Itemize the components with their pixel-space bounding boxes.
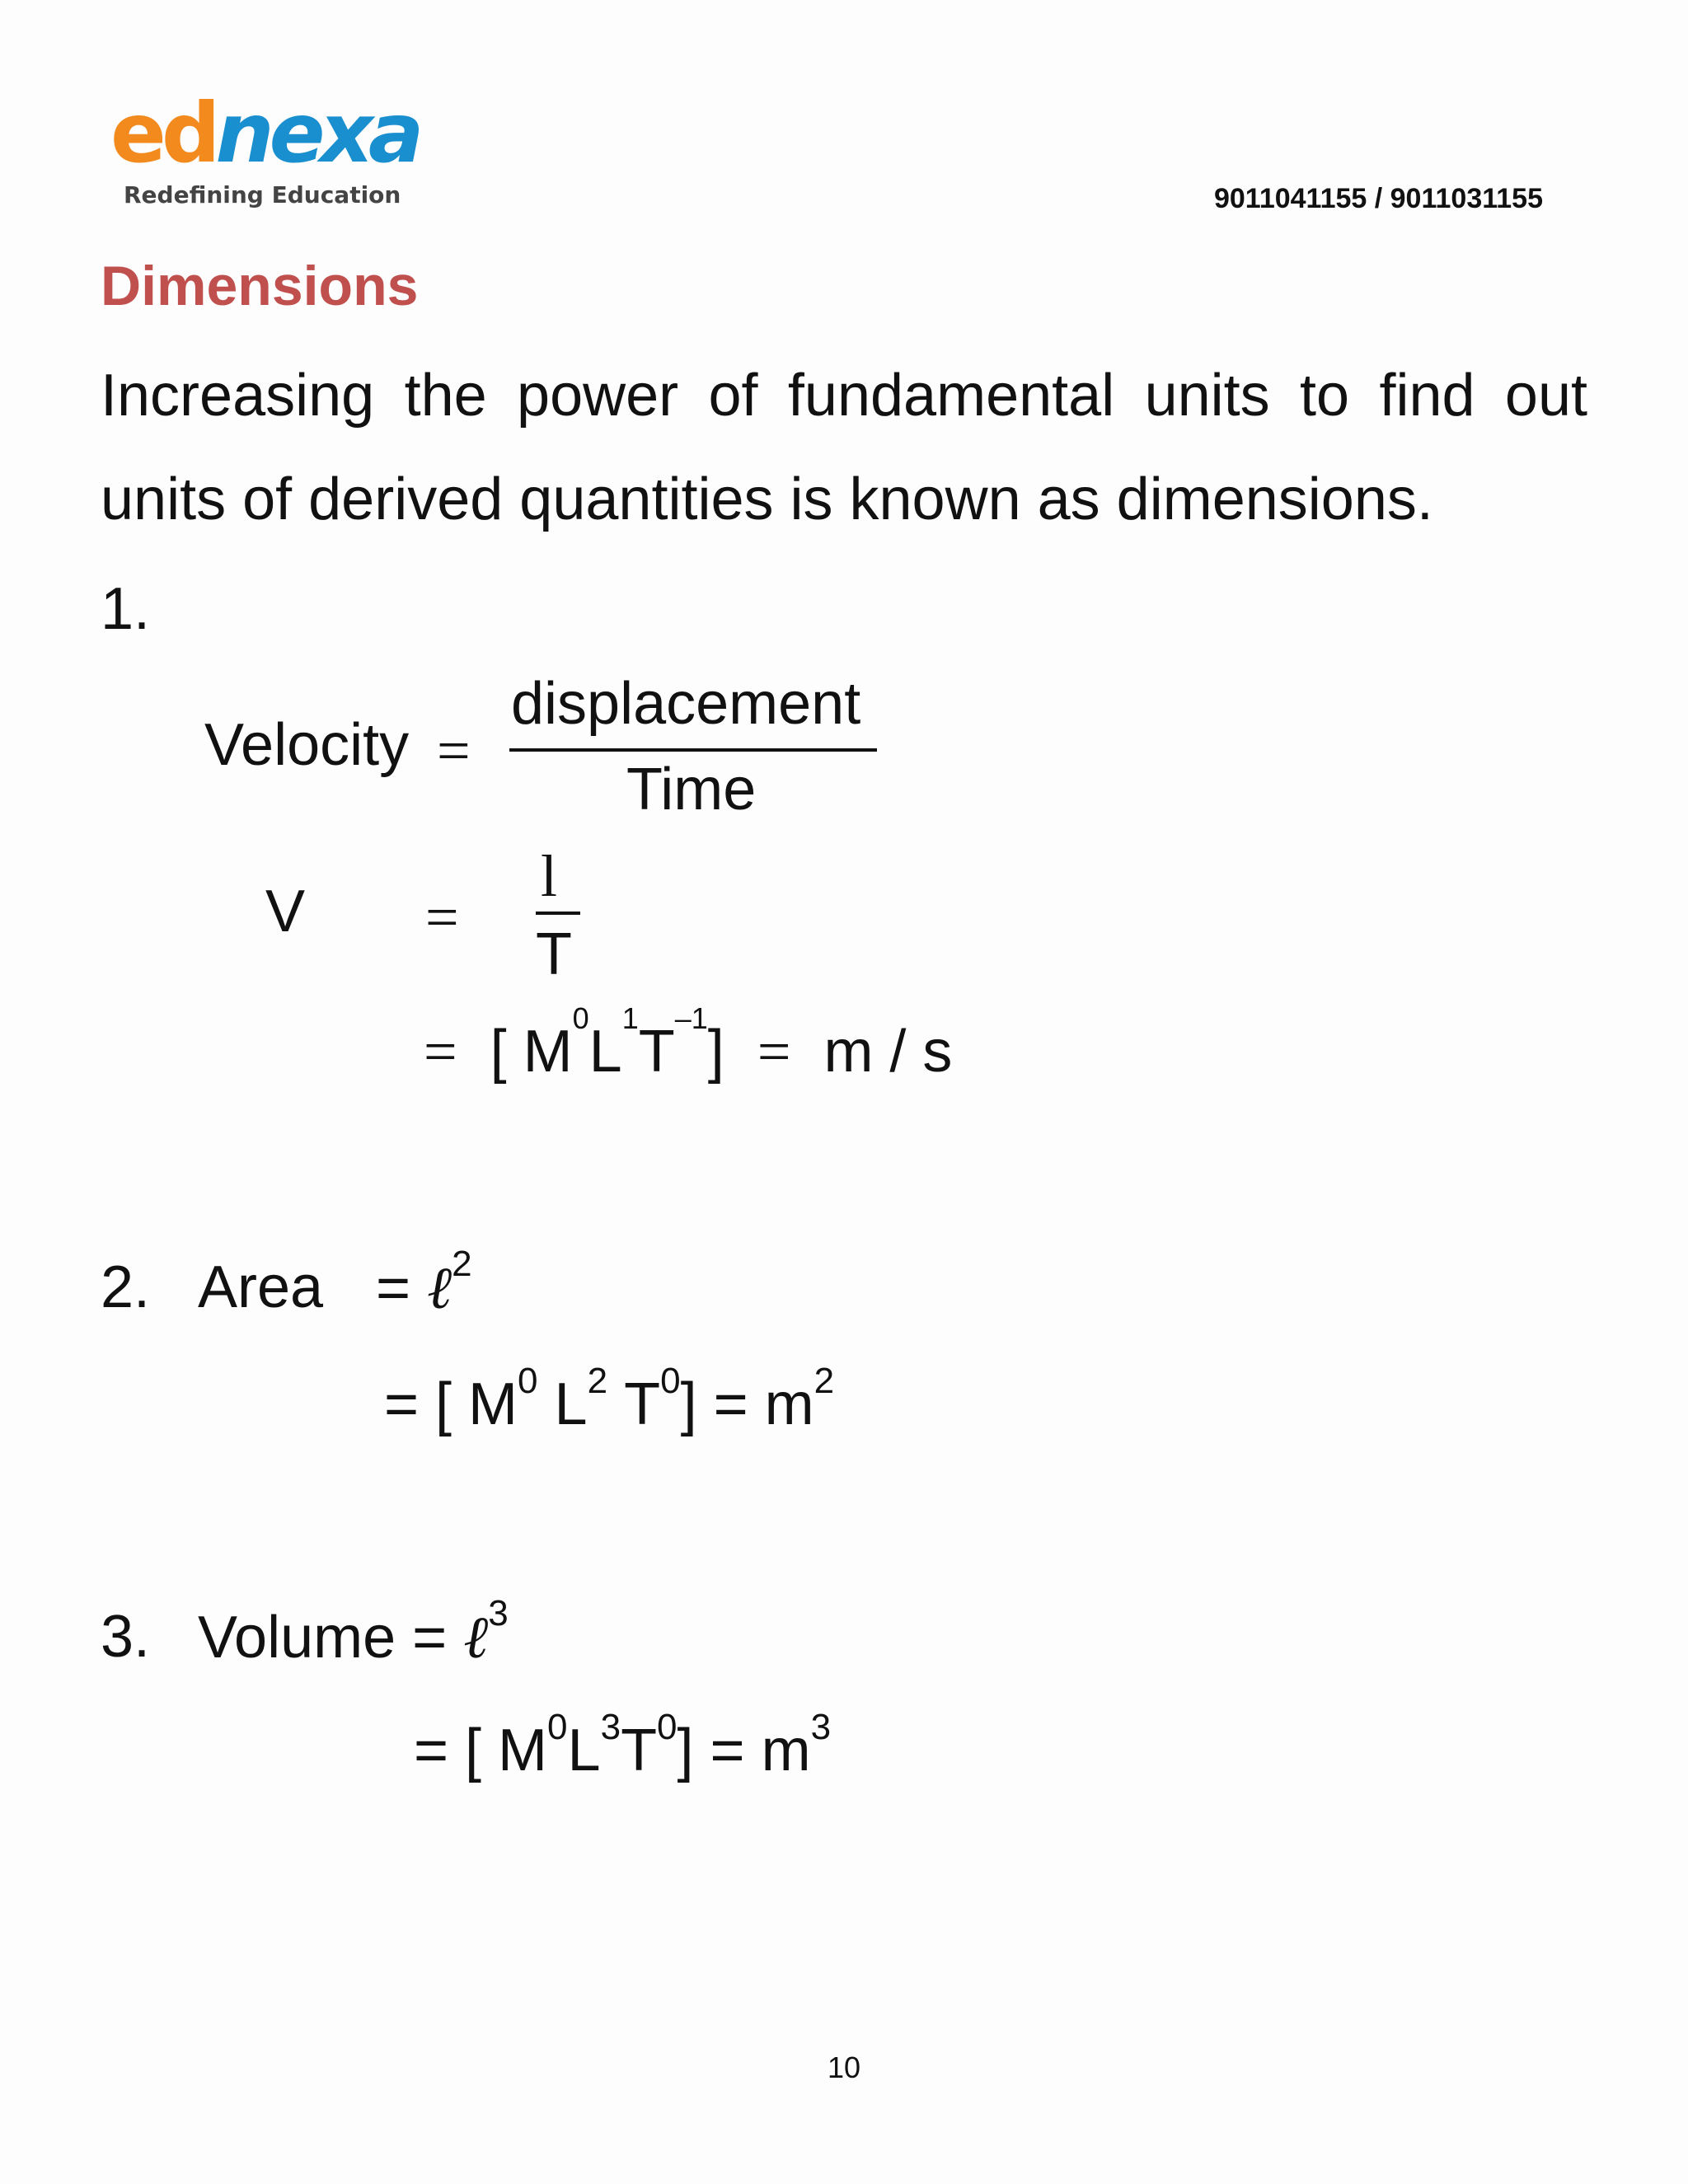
logo-tagline: Redefining Education <box>124 181 401 209</box>
volume-label: Volume = ℓ$^3$ <box>198 1593 509 1671</box>
area-label: Area <box>198 1254 324 1320</box>
v-symbol: V <box>265 879 306 944</box>
v-fraction-numerator: l <box>541 843 558 909</box>
logo-wordmark: ednexa <box>110 85 420 181</box>
intro-line-2: units of derived quantities is known as dimensions. <box>101 466 1433 532</box>
page-number: 10 <box>827 2050 861 2084</box>
header-phone-numbers: 9011041155 / 9011031155 <box>1213 183 1543 214</box>
fraction-denominator-time: Time <box>626 757 757 823</box>
fraction-bar <box>509 748 877 752</box>
item-2-number: 2. <box>101 1254 151 1320</box>
v-fraction-denominator: T <box>536 921 572 987</box>
v-equals: = <box>425 884 459 950</box>
page-title: Dimensions <box>101 255 419 317</box>
area-formula: = ℓ$^2$ <box>376 1244 472 1322</box>
intro-line-1: Increasing the power of fundamental units to find out <box>101 363 1587 429</box>
velocity-equals: = <box>437 718 471 784</box>
volume-dimension-line: = [ $M^0L^3T^0] = m^3$ <box>414 1707 832 1783</box>
item-1-number: 1. <box>101 576 151 642</box>
velocity-label: Velocity <box>204 712 410 778</box>
v-fraction-bar <box>536 912 580 915</box>
item-3-number: 3. <box>101 1604 151 1670</box>
area-dimension-line: = [ $M^0$ $L^2$ $T^0] = m^2$ <box>384 1361 835 1437</box>
velocity-dimension-line: = [ $M^0L^1T^{-1}] = m / s$ <box>424 1001 953 1085</box>
ednexa-logo <box>110 85 424 216</box>
fraction-numerator-displacement: displacement <box>511 671 861 737</box>
